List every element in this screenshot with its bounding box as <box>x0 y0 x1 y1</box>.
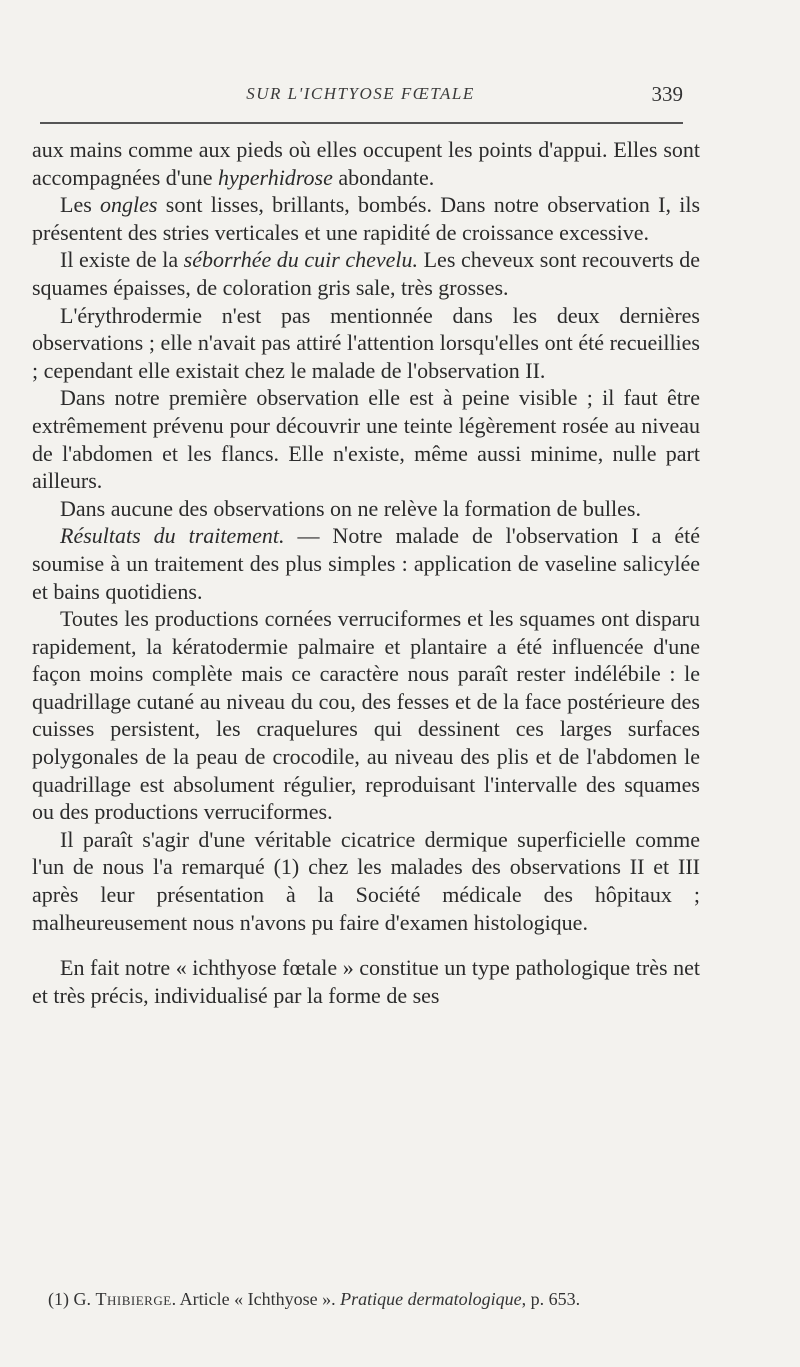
paragraph-10: En fait notre « ichthyose fœtale » constitue un type pathologique très net et très précis, individualisé par la forme de ses <box>32 955 700 1008</box>
running-title: SUR L'ICHTYOSE FŒTALE <box>246 84 475 103</box>
body-text <box>32 136 700 1009</box>
paragraph-1: aux mains comme aux pieds où elles occupent les points d'appui. Elles sont accompagnées d'une hyperhidrose abondante. <box>32 137 700 190</box>
paragraph-2: Les ongles sont lisses, brillants, bombés. Dans notre observation I, ils présentent des stries verticales et une rapidité de croissance excessive. <box>32 192 701 245</box>
paragraph-4: L'érythrodermie n'est pas mentionnée dans les deux dernières observations ; elle n'avait pas attiré l'attention lorsqu'elles ont été recueillies ; cependant elle existait chez le malade de l'observation II. <box>32 302 700 383</box>
page-number: 339 <box>651 82 683 106</box>
paragraph-7: Résultats du traitement. — Notre malade de l'observation I a été soumise à un traitement des plus simples : application de vaseline salicylée et bains quotidiens. <box>32 523 701 604</box>
page-header <box>38 82 683 116</box>
paragraph-9: Il paraît s'agir d'une véritable cicatrice dermique superficielle comme l'un de nous l'a remarqué (1) chez les malades des observations II et III après leur présentation à la Société médicale des hôpitaux ; malheureusement nous n'avons pu faire d'examen histologique. <box>32 826 700 935</box>
paragraph-5: Dans notre première observation elle est à peine visible ; il faut être extrêmement prévenu pour découvrir une teinte légèrement rosée au niveau de l'abdomen et les flancs. Elle n'existe, même aussi minime, nulle part ailleurs. <box>32 385 700 494</box>
paragraph-8: Toutes les productions cornées verruciformes et les squames ont disparu rapidement, la kératodermie palmaire et plantaire a été influencée d'une façon moins complète mais ce caractère nous paraît rester indélébile : le quadrillage cutané au niveau du cou, des fesses et de la face postérieure des cuisses persistent, les craquelures qui dessinent ces larges surfaces polygonales de la peau de crocodile, au niveau des plis et de l'abdomen le quadrillage est absolument régulier, reproduisant l'intervalle des squames ou des productions verruciformes. <box>32 606 700 825</box>
header-rule <box>40 122 683 124</box>
paragraph-3: Il existe de la séborrhée du cuir chevelu. Les cheveux sont recouverts de squames épaisses, de coloration gris sale, très grosses. <box>32 247 700 300</box>
footnote: (1) G. Thibierge. Article « Ichthyose ». Pratique dermatologique, p. 653. <box>48 1289 581 1309</box>
paragraph-6: Dans aucune des observations on ne relève la formation de bulles. <box>60 495 641 521</box>
